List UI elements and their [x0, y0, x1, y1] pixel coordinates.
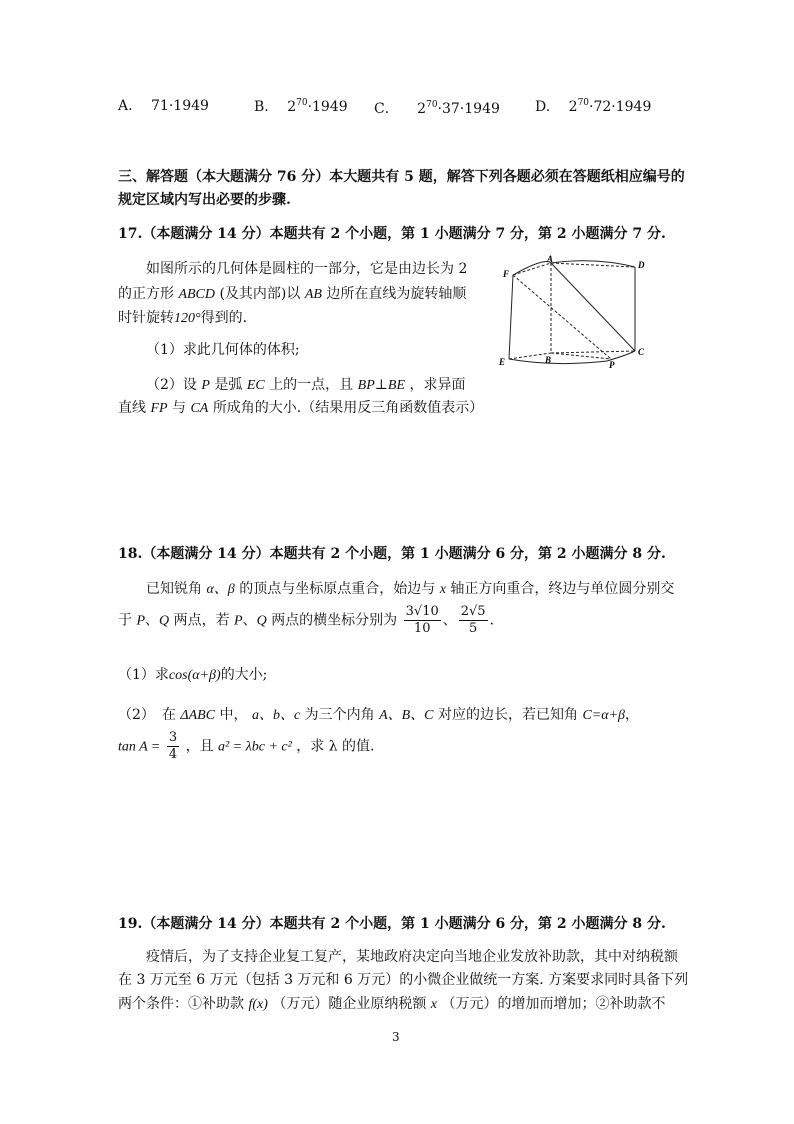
- text: 与: [172, 400, 187, 416]
- q19-line2: 在 3 万元至 6 万元（包括 3 万元和 6 万元）的小微企业做统一方案. 方案要求同时具备下列: [118, 972, 689, 988]
- text: 上的一点，且: [269, 377, 354, 393]
- page-number: 3: [392, 1030, 400, 1044]
- edge-fe: [509, 275, 513, 359]
- math: C=α+β: [582, 708, 625, 723]
- segment-bp: [551, 353, 611, 359]
- denominator: 4: [168, 747, 178, 762]
- text: 两个条件：①补助款: [118, 996, 244, 1012]
- text: （2）设: [146, 377, 197, 393]
- math: α、β: [206, 582, 235, 597]
- math: P: [234, 613, 243, 629]
- option-rest: ·37·1949: [437, 101, 500, 117]
- section-heading-line1: 三、解答题（本大题满分 76 分）本大题共有 5 题，解答下列各题必须在答题纸相应编号的: [118, 169, 685, 185]
- math: f(x): [248, 997, 268, 1012]
- option-rest: ·1949: [307, 99, 348, 115]
- option-text: 71·1949: [151, 98, 209, 114]
- q18-header: 18.（本题满分 14 分）本题共有 2 个小题，第 1 小题满分 6 分，第 2 小题满分 8 分.: [118, 546, 666, 562]
- text: （1）求: [118, 667, 169, 683]
- figure-label-d: D: [638, 260, 645, 270]
- q18-part2-line2: [118, 730, 375, 763]
- text: 的顶点与坐标原点重合，始边与: [239, 581, 436, 597]
- math: FP: [150, 401, 168, 416]
- option-letter: B.: [254, 99, 269, 115]
- text: 、: [145, 612, 160, 629]
- text: 时针旋转: [118, 310, 174, 326]
- q17-intro-line1: 如图所示的几何体是圆柱的一部分，它是由边长为 2: [146, 261, 468, 277]
- numerator: 3: [168, 730, 178, 745]
- section-heading-line2: 规定区域内写出必要的步骤.: [118, 192, 291, 208]
- numerator: 2√5: [460, 604, 486, 619]
- text: 轴正方向重合，终边与单位圆分别交: [450, 581, 675, 597]
- text: (及其内部)以: [219, 286, 301, 302]
- text: ，求异面: [409, 377, 466, 393]
- segment-bc: [551, 351, 635, 353]
- option-d: [535, 98, 651, 115]
- segment-fp: [513, 275, 611, 359]
- option-exponent: 70: [426, 100, 438, 110]
- option-letter: A.: [118, 98, 133, 114]
- fraction-2root5-over-5: [459, 604, 488, 637]
- segment-fa: [513, 263, 551, 275]
- figure-label-f: F: [503, 269, 510, 279]
- math: ΔABC: [180, 708, 216, 723]
- figure-label-b: B: [545, 355, 552, 365]
- option-rest: ·72·1949: [589, 99, 652, 115]
- text: ，: [625, 707, 639, 723]
- text: 得到的.: [200, 310, 248, 326]
- option-base: 2: [287, 99, 297, 115]
- q19-header: 19.（本题满分 14 分）本题共有 2 个小题，第 1 小题满分 6 分，第 2 小题满分 8 分.: [118, 916, 666, 932]
- option-b: [254, 98, 348, 115]
- math: AB: [304, 287, 322, 302]
- segment-ac: [551, 263, 635, 351]
- top-arc: [513, 261, 635, 275]
- option-base: 2: [568, 99, 578, 115]
- text: 中，: [219, 707, 248, 723]
- math: EC: [246, 378, 265, 393]
- figure-label-p: P: [609, 360, 615, 370]
- q19-line3: [118, 993, 665, 1013]
- option-letter: D.: [535, 99, 551, 115]
- math: CA: [190, 401, 209, 416]
- figure-label-e: E: [499, 357, 506, 367]
- cylinder-figure: [495, 255, 655, 375]
- q18-intro-line1: [146, 578, 674, 598]
- numerator: 3√10: [405, 604, 439, 619]
- option-a: [118, 98, 209, 114]
- math: Q: [256, 613, 267, 629]
- q17-part2-line1: [146, 374, 465, 394]
- text: 的正方形: [118, 286, 174, 302]
- denominator: 10: [413, 621, 431, 636]
- fraction-3-over-4: [167, 730, 179, 763]
- q17-intro-line2: [118, 283, 466, 303]
- option-letter: C．: [374, 101, 399, 117]
- text: 两点的横坐标分别为: [271, 612, 398, 629]
- option-exponent: 70: [296, 98, 308, 108]
- q18-part1: [118, 664, 267, 684]
- text: 已知锐角: [146, 581, 202, 597]
- figure-label-c: C: [638, 347, 645, 357]
- text: 、: [242, 612, 257, 629]
- text: （2） 在: [118, 707, 176, 723]
- math: P: [201, 378, 210, 393]
- math: cos(α+β): [168, 668, 221, 683]
- text: 直线: [118, 400, 146, 416]
- fraction-3root10-over-10: [404, 604, 441, 637]
- text: 的大小;: [220, 667, 268, 683]
- q19-line1: 疫情后，为了支持企业复工复产，某地政府决定向当地企业发放补助款，其中对纳税额: [146, 949, 678, 965]
- separator: 、: [442, 612, 457, 629]
- text: ，且: [185, 738, 214, 755]
- option-c: [374, 98, 500, 118]
- q17-header: 17.（本题满分 14 分）本题共有 2 个小题，第 1 小题满分 7 分，第 2 小题满分 7 分.: [118, 226, 666, 242]
- option-exponent: 70: [577, 98, 590, 108]
- text: 是弧: [214, 377, 243, 393]
- text: 边所在直线为旋转轴顺: [326, 286, 467, 302]
- text: ，求 λ 的值.: [296, 738, 375, 755]
- math: A、B、C: [379, 708, 434, 723]
- text: 为三个内角: [304, 707, 375, 723]
- segment-ad-dashed: [551, 263, 635, 267]
- math: BP⊥BE: [357, 378, 406, 393]
- option-base: 2: [417, 101, 427, 117]
- math: 120°: [174, 311, 201, 326]
- math: a² = λbc + c²: [218, 739, 292, 755]
- math: Q: [159, 613, 170, 629]
- text: （万元）的增加而增加；②补助款不: [441, 996, 666, 1012]
- q17-intro-line3: [118, 307, 247, 327]
- math: tan A =: [118, 739, 161, 755]
- text: 所成角的大小.（结果用反三角函数值表示）: [212, 400, 484, 416]
- math: a、b、c: [251, 708, 301, 723]
- text: 对应的边长，若已知角: [437, 707, 578, 723]
- math: ABCD: [178, 287, 216, 302]
- figure-label-a: A: [547, 255, 554, 264]
- q18-intro-line2: [118, 604, 494, 637]
- math: x: [439, 582, 446, 597]
- text: 于: [118, 612, 132, 629]
- period: .: [489, 612, 495, 629]
- math: P: [136, 613, 146, 629]
- denominator: 5: [469, 621, 478, 636]
- text: 两点，若: [173, 612, 230, 629]
- q17-part1: （1）求此几何体的体积;: [146, 342, 300, 358]
- math: x: [430, 997, 438, 1012]
- q17-part2-line2: [118, 397, 483, 417]
- q18-part2-line1: [118, 704, 639, 724]
- text: （万元）随企业原纳税额: [272, 996, 427, 1012]
